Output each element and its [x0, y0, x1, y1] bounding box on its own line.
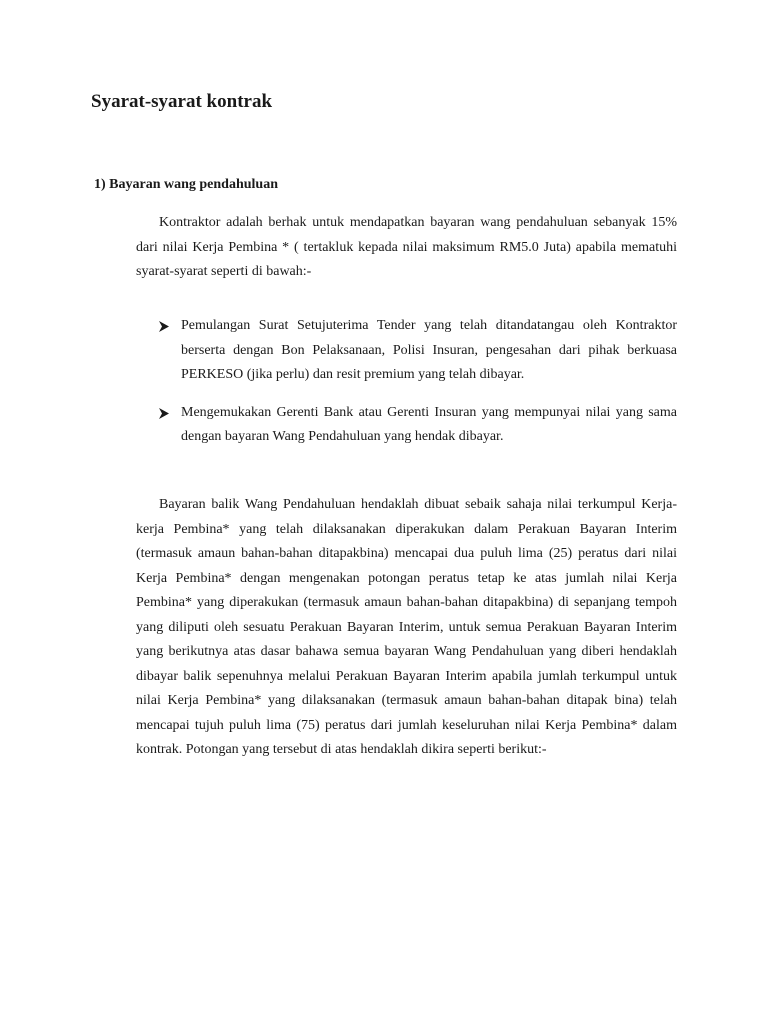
list-item — [157, 401, 677, 450]
body-paragraph: Bayaran balik Wang Pendahuluan hendaklah dibuat sebaik sahaja nilai terkumpul Kerja-kerja Pembina* yang telah dilaksanakan diperakukan dalam Perakuan Bayaran Interim (termasuk amaun bahan-bahan ditapakbina) mencapai dua puluh lima (25) peratus dari nilai Kerja Pembina* dengan mengenakan potongan peratus tetap ke atas jumlah nilai Kerja Pembina* yang diperakukan (termasuk amaun bahan-bahan ditapakbina) di sepanjang tempoh yang diliputi oleh sesuatu Perakuan Bayaran Interim, untuk semua Perakuan Bayaran Interim yang berikutnya atas dasar bahawa semua bayaran Wang Pendahuluan yang diberi hendaklah dibayar balik sepenuhnya melalui Perakuan Bayaran Interim apabila jumlah terkumpul untuk nilai Kerja Pembina* yang dilaksanakan (termasuk amaun bahan-bahan ditapak bina) telah mencapai tujuh puluh lima (75) peratus dari jumlah keseluruhan nilai Kerja Pembina* dalam kontrak. Potongan yang tersebut di atas hendaklah dikira seperti berikut:- — [136, 497, 677, 757]
list-item — [157, 314, 677, 388]
arrowhead-bullet-icon — [159, 408, 169, 419]
requirements-list — [157, 314, 677, 463]
intro-paragraph: Kontraktor adalah berhak untuk mendapatkan bayaran wang pendahuluan sebanyak 15% dari nilai Kerja Pembina * ( tertakluk kepada nilai maksimum RM5.0 Juta) apabila mematuhi syarat-syarat seperti di bawah:- — [136, 215, 677, 279]
bullet-text: Mengemukakan Gerenti Bank atau Gerenti Insuran yang mempunyai nilai yang sama dengan bayaran Wang Pendahuluan yang hendak dibayar. — [181, 404, 677, 444]
section-heading: 1) Bayaran wang pendahuluan — [94, 177, 279, 192]
document-title: Syarat-syarat kontrak — [91, 91, 273, 112]
bullet-text: Pemulangan Surat Setujuterima Tender yang telah ditandatangau oleh Kontraktor berserta dengan Bon Pelaksanaan, Polisi Insuran, pengesahan dari pihak berkuasa PERKESO (jika perlu) dan resit premium yang telah dibayar. — [181, 318, 677, 382]
arrowhead-bullet-icon — [159, 321, 169, 332]
